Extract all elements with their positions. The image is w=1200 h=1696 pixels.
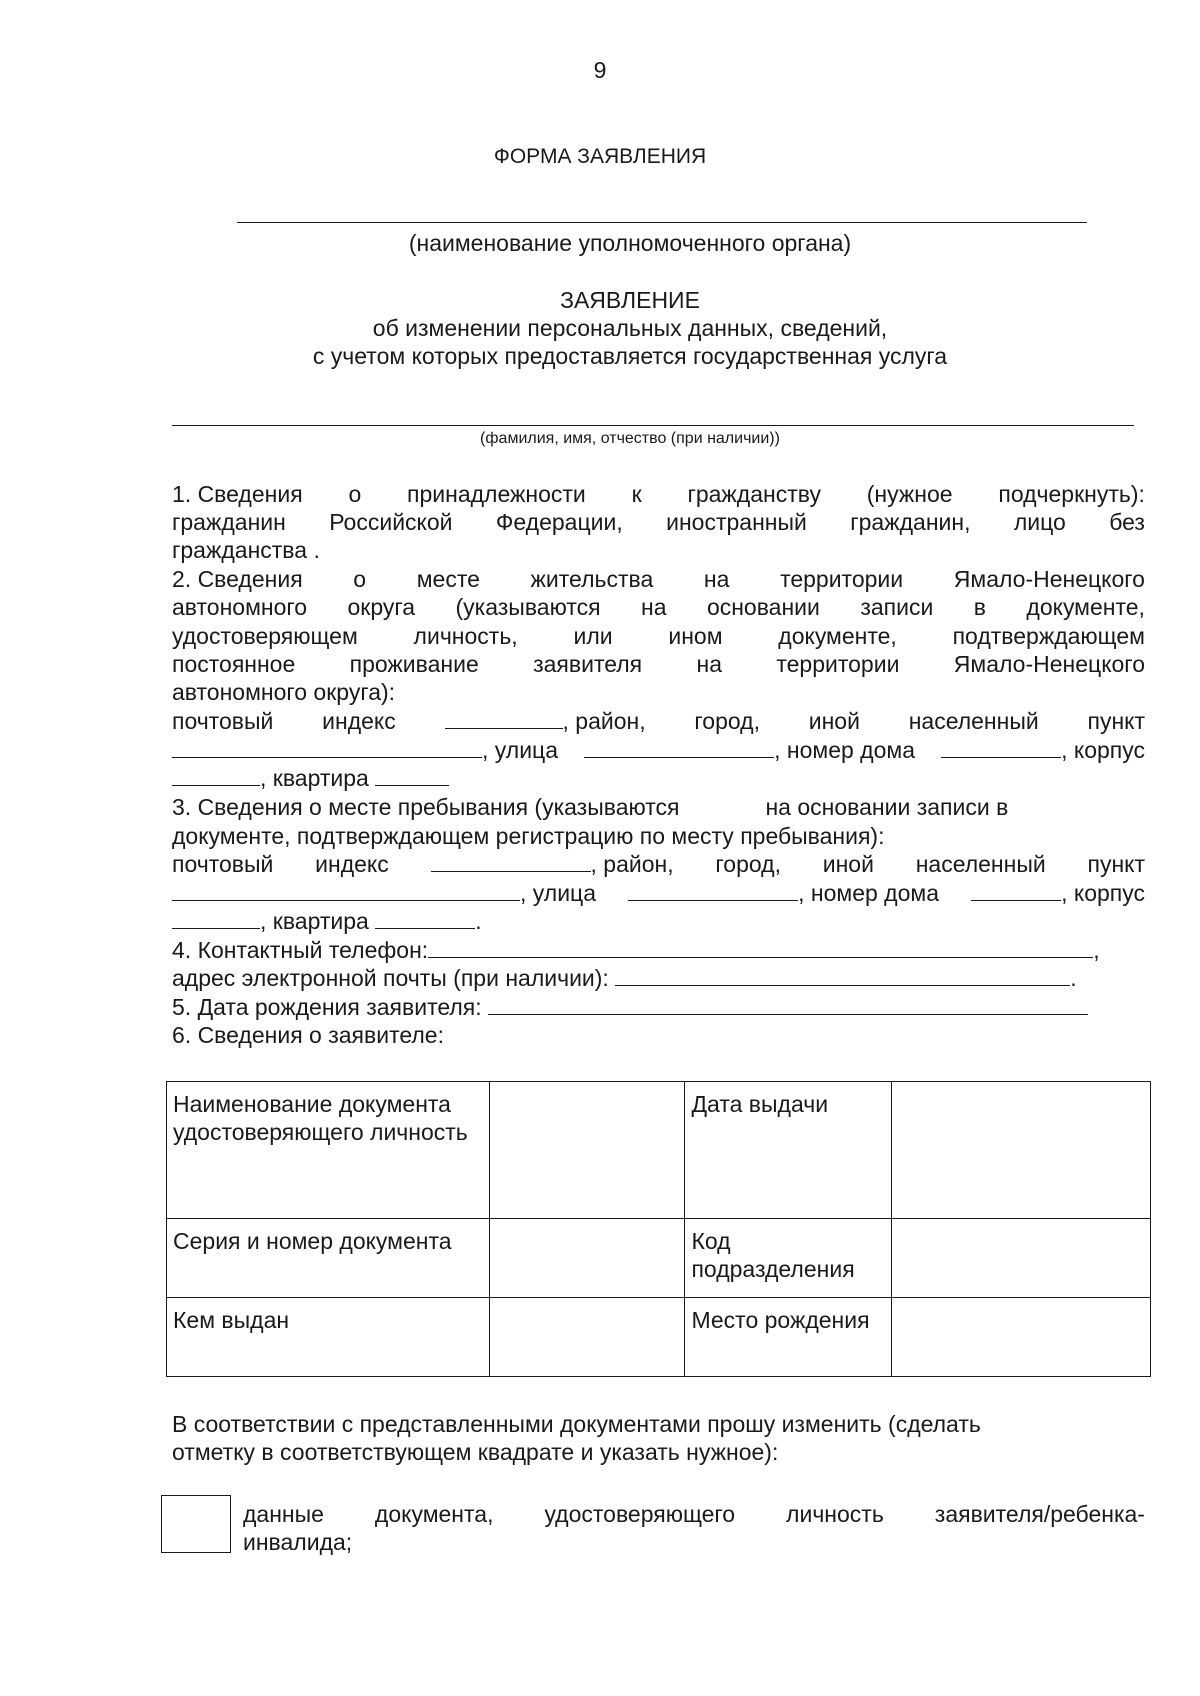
- table-label-series-number: Серия и номер документа: [167, 1219, 490, 1298]
- section2-line3: удостоверяющем личность, или ином документе, подтверждающем: [172, 623, 1145, 649]
- stay-house-field[interactable]: [971, 880, 1061, 901]
- section4-phone: 4. Контактный телефон: ,: [172, 937, 1100, 963]
- section2-address-line3: , квартира: [172, 764, 1145, 792]
- email-field[interactable]: [615, 965, 1070, 986]
- section5-birthdate: 5. Дата рождения заявителя:: [172, 993, 1145, 1021]
- section3-line2: документе, подтверждающем регистрацию по месту пребывания):: [172, 823, 885, 849]
- stay-apartment-field[interactable]: [375, 908, 475, 929]
- section2-address-line2: , улица , номер дома , корпус: [172, 736, 1145, 764]
- section1-line1: 1. Сведения о принадлежности к гражданству (нужное подчеркнуть):: [172, 481, 1145, 507]
- section1-line2: гражданин Российской Федерации, иностранный гражданин, лицо без: [172, 509, 1145, 535]
- authority-field[interactable]: [237, 222, 1087, 223]
- table-value-division-code[interactable]: [892, 1219, 1151, 1298]
- section2-line2: автономного округа (указываются на основании записи в документе,: [172, 594, 1145, 620]
- table-label-doc-name: Наименование документа удостоверяющего личность: [167, 1082, 490, 1219]
- table-label-issue-date: Дата выдачи: [685, 1082, 892, 1219]
- stay-postal-index-field[interactable]: [431, 851, 591, 872]
- table-label-issued-by: Кем выдан: [167, 1298, 490, 1377]
- stay-settlement-field[interactable]: [172, 880, 520, 901]
- section3-line1: 3. Сведения о месте пребывания (указываются на основании записи в: [172, 794, 1009, 820]
- residence-postal-index-field[interactable]: [445, 708, 563, 729]
- statement-title: ЗАЯВЛЕНИЕ: [560, 287, 700, 313]
- fullname-caption: (фамилия, имя, отчество (при наличии)): [480, 430, 780, 447]
- residence-house-field[interactable]: [941, 737, 1061, 758]
- page-number: 9: [593, 57, 607, 83]
- residence-settlement-field[interactable]: [172, 737, 482, 758]
- option1-checkbox[interactable]: [161, 1495, 231, 1553]
- authority-caption: (наименование уполномоченного органа): [408, 230, 852, 256]
- option1-line1: данные документа, удостоверяющего личность заявителя/ребенка-: [243, 1501, 1145, 1527]
- section2-line1: 2. Сведения о месте жительства на территории Ямало-Ненецкого: [172, 566, 1145, 592]
- table-value-issued-by[interactable]: [489, 1298, 685, 1377]
- table-value-issue-date[interactable]: [892, 1082, 1151, 1219]
- section3-address-line3: , квартира .: [172, 907, 1145, 935]
- section1-line3: гражданства .: [172, 537, 320, 563]
- table-value-doc-name[interactable]: [489, 1082, 685, 1219]
- table-row: [167, 1298, 1151, 1377]
- section6-label: 6. Сведения о заявителе:: [172, 1022, 444, 1048]
- residence-apartment-field[interactable]: [375, 765, 449, 786]
- option1-line2: инвалида;: [243, 1529, 353, 1555]
- table-row: [167, 1219, 1151, 1298]
- phone-field[interactable]: [428, 937, 1093, 958]
- stay-building-field[interactable]: [172, 908, 260, 929]
- birthdate-field[interactable]: [488, 994, 1088, 1015]
- request-line1: В соответствии с представленными документами прошу изменить (сделать: [172, 1411, 981, 1437]
- residence-street-field[interactable]: [584, 737, 774, 758]
- section2-line5: автономного округа):: [172, 679, 396, 705]
- fullname-field[interactable]: [172, 425, 1134, 426]
- form-title: ФОРМА ЗАЯВЛЕНИЯ: [493, 145, 707, 168]
- section2-address-line1: почтовый индекс , район, город, иной населенный пункт: [172, 708, 1145, 734]
- statement-subtitle-2: с учетом которых предоставляется государственная услуга: [312, 343, 948, 369]
- residence-building-field[interactable]: [172, 765, 260, 786]
- table-value-birthplace[interactable]: [892, 1298, 1151, 1377]
- statement-subtitle-1: об изменении персональных данных, сведений,: [372, 315, 888, 341]
- stay-street-field[interactable]: [628, 880, 798, 901]
- table-row: [167, 1082, 1151, 1219]
- applicant-document-table: [166, 1081, 1151, 1377]
- section2-line4: постоянное проживание заявителя на территории Ямало-Ненецкого: [172, 651, 1145, 677]
- section3-address-line2: , улица , номер дома , корпус: [172, 879, 1145, 907]
- table-label-birthplace: Место рождения: [685, 1298, 892, 1377]
- table-value-series-number[interactable]: [489, 1219, 685, 1298]
- section3-address-line1: почтовый индекс , район, город, иной населенный пункт: [172, 851, 1145, 877]
- section4-email: адрес электронной почты (при наличии): .: [172, 965, 1077, 991]
- request-line2: отметку в соответствующем квадрате и указать нужное):: [172, 1439, 779, 1465]
- table-label-division-code: Код подразделения: [685, 1219, 892, 1298]
